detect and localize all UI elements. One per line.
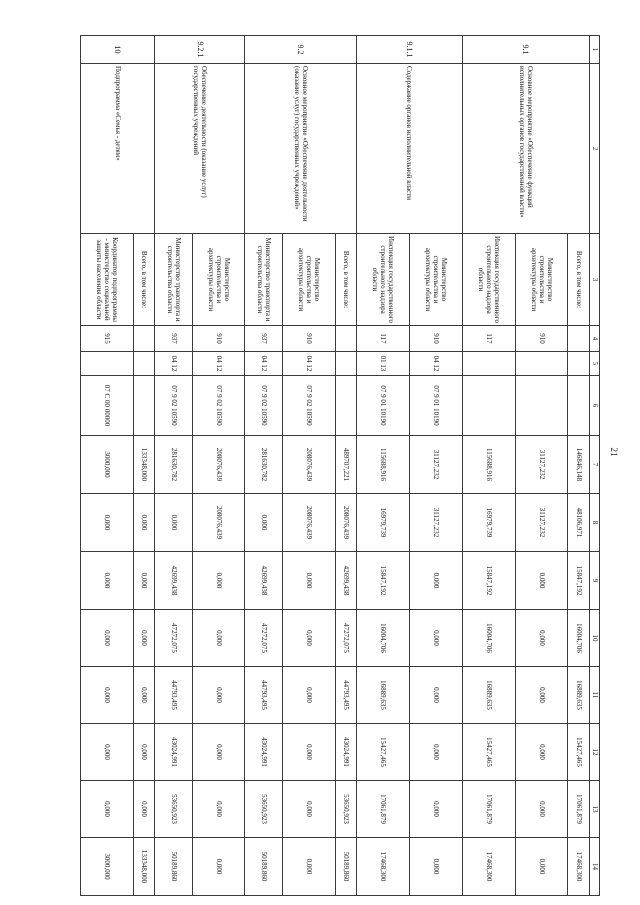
grbs-code-cell — [568, 326, 590, 352]
item-number-cell: 9.2.1 — [155, 36, 245, 64]
year-amount-cell: 47272,075 — [245, 610, 282, 667]
year-amount-cell: 31127,232 — [409, 494, 462, 552]
grbs-code-cell: 910 — [282, 326, 335, 352]
year-amount-cell: 48106,971 — [568, 494, 590, 552]
year-amount-cell: 15847,192 — [357, 552, 410, 610]
year-amount-cell: 0,000 — [133, 610, 155, 667]
section-code-cell — [462, 352, 515, 376]
year-amount-cell: 17061,879 — [357, 781, 410, 838]
column-number: 14 — [590, 838, 600, 896]
year-amount-cell: 0,000 — [81, 724, 134, 781]
target-article-cell — [133, 376, 155, 436]
grbs-code-cell: 910 — [192, 326, 245, 352]
section-code-cell: 04 12 — [409, 352, 462, 376]
total-amount-cell: 115688,916 — [462, 436, 515, 494]
total-amount-cell: 3000,000 — [81, 436, 134, 494]
activity-name-cell: Подпрограмма «Семья - детям» — [81, 64, 155, 234]
year-amount-cell: 0,000 — [409, 667, 462, 724]
year-amount-cell: 0,000 — [133, 724, 155, 781]
year-amount-cell: 0,000 — [81, 667, 134, 724]
executor-cell: Министерство транспорта и строительства области — [155, 234, 192, 326]
year-amount-cell: 0,000 — [409, 781, 462, 838]
total-amount-cell: 208076,439 — [282, 436, 335, 494]
year-amount-cell: 0,000 — [155, 494, 192, 552]
column-number: 10 — [590, 610, 600, 667]
section-code-cell — [568, 352, 590, 376]
column-number: 11 — [590, 667, 600, 724]
year-amount-cell: 0,000 — [192, 610, 245, 667]
year-amount-cell: 0,000 — [133, 552, 155, 610]
year-amount-cell: 0,000 — [192, 724, 245, 781]
grbs-code-cell: 910 — [409, 326, 462, 352]
grbs-code-cell: 915 — [81, 326, 134, 352]
column-number-row — [590, 36, 600, 896]
activity-name-cell: Основное мероприятие «Обеспечение функций исполнительных органов государственной власти» — [462, 64, 589, 234]
table-row — [335, 36, 357, 896]
grbs-code-cell — [133, 326, 155, 352]
year-amount-cell: 15427,465 — [462, 724, 515, 781]
budget-table — [80, 35, 600, 896]
year-amount-cell: 15427,465 — [568, 724, 590, 781]
year-amount-cell: 0,000 — [515, 724, 568, 781]
year-amount-cell: 0,000 — [192, 838, 245, 896]
year-amount-cell: 0,000 — [282, 838, 335, 896]
year-amount-cell: 53650,923 — [335, 781, 357, 838]
year-amount-cell: 16004,706 — [568, 610, 590, 667]
year-amount-cell: 0,000 — [515, 610, 568, 667]
year-amount-cell: 16004,706 — [462, 610, 515, 667]
year-amount-cell: 16889,635 — [357, 667, 410, 724]
column-number: 6 — [590, 376, 600, 436]
year-amount-cell: 0,000 — [409, 610, 462, 667]
item-number-cell: 10 — [81, 36, 155, 64]
column-number: 1 — [590, 36, 600, 64]
year-amount-cell: 17061,879 — [568, 781, 590, 838]
target-article-cell: 07 9 02 10590 — [192, 376, 245, 436]
year-amount-cell: 0,000 — [81, 552, 134, 610]
section-code-cell: 04 12 — [155, 352, 192, 376]
activity-name-cell: Содержание органов исполнительной власти — [357, 64, 463, 234]
year-amount-cell: 0,000 — [282, 781, 335, 838]
table-body — [81, 36, 590, 896]
column-number: 13 — [590, 781, 600, 838]
year-amount-cell: 3000,000 — [81, 838, 134, 896]
year-amount-cell: 53650,923 — [245, 781, 282, 838]
table-row — [133, 36, 155, 896]
year-amount-cell: 42699,438 — [245, 552, 282, 610]
executor-cell: Министерство строительства и архитектуры области — [515, 234, 568, 326]
year-amount-cell: 0,000 — [133, 494, 155, 552]
target-article-cell: 07 9 02 10590 — [245, 376, 282, 436]
executor-cell: Всего, в том числе: — [335, 234, 357, 326]
executor-cell: Инспекция государственного строительного надзора области — [462, 234, 515, 326]
target-article-cell: 07 С 00 00000 — [81, 376, 134, 436]
year-amount-cell: 0,000 — [192, 667, 245, 724]
year-amount-cell: 16889,635 — [462, 667, 515, 724]
page-number: 21 — [609, 447, 619, 457]
column-number: 7 — [590, 436, 600, 494]
year-amount-cell: 0,000 — [515, 838, 568, 896]
section-code-cell — [81, 352, 134, 376]
year-amount-cell: 16979,739 — [357, 494, 410, 552]
total-amount-cell: 281630,782 — [245, 436, 282, 494]
table-row — [568, 36, 590, 896]
section-code-cell — [515, 352, 568, 376]
table-row — [409, 36, 462, 896]
column-number: 12 — [590, 724, 600, 781]
rotated-table-wrapper — [80, 35, 600, 895]
year-amount-cell: 0,000 — [409, 838, 462, 896]
section-code-cell: 01 13 — [357, 352, 410, 376]
grbs-code-cell: 937 — [245, 326, 282, 352]
year-amount-cell: 53650,923 — [155, 781, 192, 838]
executor-cell: Инспекция государственного строительного надзора области — [357, 234, 410, 326]
year-amount-cell: 0,000 — [81, 781, 134, 838]
year-amount-cell: 0,000 — [133, 781, 155, 838]
year-amount-cell: 16004,706 — [357, 610, 410, 667]
year-amount-cell: 0,000 — [409, 724, 462, 781]
year-amount-cell: 16979,739 — [462, 494, 515, 552]
year-amount-cell: 15427,465 — [357, 724, 410, 781]
total-amount-cell: 146846,148 — [568, 436, 590, 494]
year-amount-cell: 0,000 — [81, 610, 134, 667]
column-number: 5 — [590, 352, 600, 376]
executor-cell: Министерство строительства и архитектуры области — [192, 234, 245, 326]
target-article-cell: 07 9 01 10190 — [409, 376, 462, 436]
year-amount-cell: 16889,635 — [568, 667, 590, 724]
executor-cell: Министерство транспорта и строительства области — [245, 234, 282, 326]
executor-cell: Министерство строительства и архитектуры области — [282, 234, 335, 326]
year-amount-cell: 0,000 — [192, 552, 245, 610]
total-amount-cell: 133348,000 — [133, 436, 155, 494]
year-amount-cell: 0,000 — [81, 494, 134, 552]
year-amount-cell: 17468,300 — [462, 838, 515, 896]
executor-cell: Всего, в том числе: — [568, 234, 590, 326]
column-number: 8 — [590, 494, 600, 552]
activity-name-cell: Обеспечение деятельности (оказание услуг) государственных учреждений — [155, 64, 245, 234]
target-article-cell — [515, 376, 568, 436]
column-number: 9 — [590, 552, 600, 610]
year-amount-cell: 43024,991 — [155, 724, 192, 781]
grbs-code-cell: 910 — [515, 326, 568, 352]
grbs-code-cell: 937 — [155, 326, 192, 352]
total-amount-cell: 115688,916 — [357, 436, 410, 494]
year-amount-cell: 42699,438 — [155, 552, 192, 610]
total-amount-cell: 281630,782 — [155, 436, 192, 494]
column-number: 3 — [590, 234, 600, 326]
year-amount-cell: 43024,991 — [245, 724, 282, 781]
year-amount-cell: 17061,879 — [462, 781, 515, 838]
grbs-code-cell: 117 — [462, 326, 515, 352]
total-amount-cell: 489707,221 — [335, 436, 357, 494]
year-amount-cell: 208076,439 — [192, 494, 245, 552]
year-amount-cell: 44793,495 — [335, 667, 357, 724]
item-number-cell: 9.1 — [462, 36, 589, 64]
item-number-cell: 9.2 — [245, 36, 357, 64]
table-row — [192, 36, 245, 896]
year-amount-cell: 42699,438 — [335, 552, 357, 610]
year-amount-cell: 47272,075 — [335, 610, 357, 667]
column-number: 4 — [590, 326, 600, 352]
year-amount-cell: 17468,300 — [568, 838, 590, 896]
target-article-cell — [462, 376, 515, 436]
section-code-cell: 04 12 — [192, 352, 245, 376]
year-amount-cell: 15847,192 — [568, 552, 590, 610]
year-amount-cell: 0,000 — [409, 552, 462, 610]
year-amount-cell: 0,000 — [515, 781, 568, 838]
year-amount-cell: 44793,495 — [245, 667, 282, 724]
section-code-cell: 04 12 — [282, 352, 335, 376]
section-code-cell — [133, 352, 155, 376]
year-amount-cell: 43024,991 — [335, 724, 357, 781]
target-article-cell: 07 9 02 10590 — [282, 376, 335, 436]
target-article-cell: 07 9 02 10590 — [155, 376, 192, 436]
year-amount-cell: 0,000 — [282, 724, 335, 781]
executor-cell: Министерство строительства и архитектуры области — [409, 234, 462, 326]
target-article-cell — [568, 376, 590, 436]
year-amount-cell: 133348,000 — [133, 838, 155, 896]
year-amount-cell: 17468,300 — [357, 838, 410, 896]
year-amount-cell: 0,000 — [282, 552, 335, 610]
total-amount-cell: 31127,232 — [515, 436, 568, 494]
year-amount-cell: 50189,860 — [155, 838, 192, 896]
grbs-code-cell — [335, 326, 357, 352]
year-amount-cell: 44793,495 — [155, 667, 192, 724]
executor-cell: Всего, в том числе: — [133, 234, 155, 326]
year-amount-cell: 0,000 — [282, 667, 335, 724]
total-amount-cell: 31127,232 — [409, 436, 462, 494]
year-amount-cell: 31127,232 — [515, 494, 568, 552]
year-amount-cell: 208076,439 — [335, 494, 357, 552]
year-amount-cell: 50189,860 — [335, 838, 357, 896]
year-amount-cell: 208076,439 — [282, 494, 335, 552]
section-code-cell: 04 12 — [245, 352, 282, 376]
year-amount-cell: 0,000 — [515, 667, 568, 724]
year-amount-cell: 15847,192 — [462, 552, 515, 610]
year-amount-cell: 0,000 — [245, 494, 282, 552]
year-amount-cell: 0,000 — [192, 781, 245, 838]
year-amount-cell: 50189,860 — [245, 838, 282, 896]
year-amount-cell: 47272,075 — [155, 610, 192, 667]
year-amount-cell: 0,000 — [515, 552, 568, 610]
year-amount-cell: 0,000 — [133, 667, 155, 724]
target-article-cell — [335, 376, 357, 436]
year-amount-cell: 0,000 — [282, 610, 335, 667]
item-number-cell: 9.1.1 — [357, 36, 463, 64]
executor-cell: Координатор подпрограммы - министерство социальной защиты населения области — [81, 234, 134, 326]
column-number: 2 — [590, 64, 600, 234]
total-amount-cell: 208076,439 — [192, 436, 245, 494]
activity-name-cell: Основное мероприятие «Обеспечение деятельности (оказание услуг) государственных учреждений» — [245, 64, 357, 234]
grbs-code-cell: 117 — [357, 326, 410, 352]
section-code-cell — [335, 352, 357, 376]
target-article-cell: 07 9 01 10190 — [357, 376, 410, 436]
